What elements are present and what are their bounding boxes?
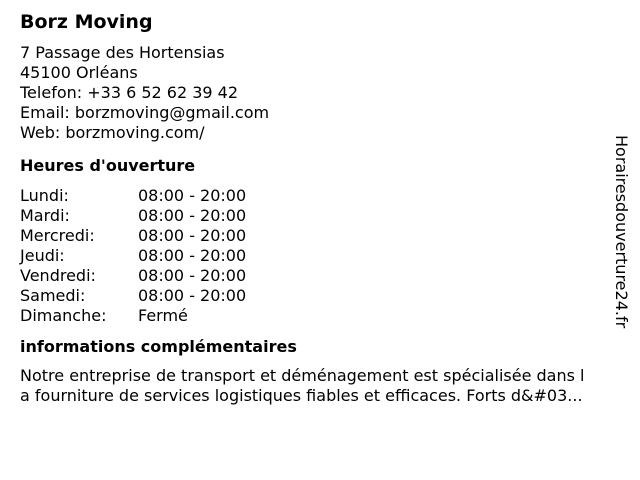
info-title: informations complémentaires — [20, 337, 297, 356]
hours-day: Dimanche: — [20, 306, 107, 325]
site-watermark: Horairesdouverture24.fr — [612, 135, 631, 329]
hours-time: 08:00 - 20:00 — [138, 186, 247, 205]
hours-day: Lundi: — [20, 186, 69, 205]
hours-time: 08:00 - 20:00 — [138, 246, 247, 265]
hours-row-dimanche — [20, 306, 620, 326]
hours-table — [20, 186, 620, 326]
hours-day: Jeudi: — [20, 246, 65, 265]
hours-time: Fermé — [138, 306, 188, 325]
hours-day: Mardi: — [20, 206, 70, 225]
business-card — [20, 10, 620, 406]
hours-row-mardi — [20, 206, 620, 226]
hours-row-mercredi — [20, 226, 620, 246]
hours-day: Vendredi: — [20, 266, 96, 285]
phone-line: Telefon: +33 6 52 62 39 42 — [20, 83, 239, 102]
hours-time: 08:00 - 20:00 — [138, 286, 247, 305]
hours-time: 08:00 - 20:00 — [138, 266, 247, 285]
hours-day: Mercredi: — [20, 226, 95, 245]
hours-time: 08:00 - 20:00 — [138, 206, 247, 225]
hours-row-vendredi — [20, 266, 620, 286]
description-line-2: a fourniture de services logistiques fiables et efficaces. Forts d&#03... — [20, 386, 583, 405]
web-line: Web: borzmoving.com/ — [20, 123, 205, 142]
hours-day: Samedi: — [20, 286, 86, 305]
description-line-1: Notre entreprise de transport et déménagement est spécialisée dans l — [20, 366, 585, 385]
hours-row-jeudi — [20, 246, 620, 266]
email-line: Email: borzmoving@gmail.com — [20, 103, 270, 122]
hours-row-lundi — [20, 186, 620, 206]
address-street: 7 Passage des Hortensias — [20, 43, 225, 62]
address-city: 45100 Orléans — [20, 63, 138, 82]
business-name: Borz Moving — [20, 11, 153, 33]
hours-time: 08:00 - 20:00 — [138, 226, 247, 245]
hours-row-samedi — [20, 286, 620, 306]
hours-title: Heures d'ouverture — [20, 156, 196, 175]
